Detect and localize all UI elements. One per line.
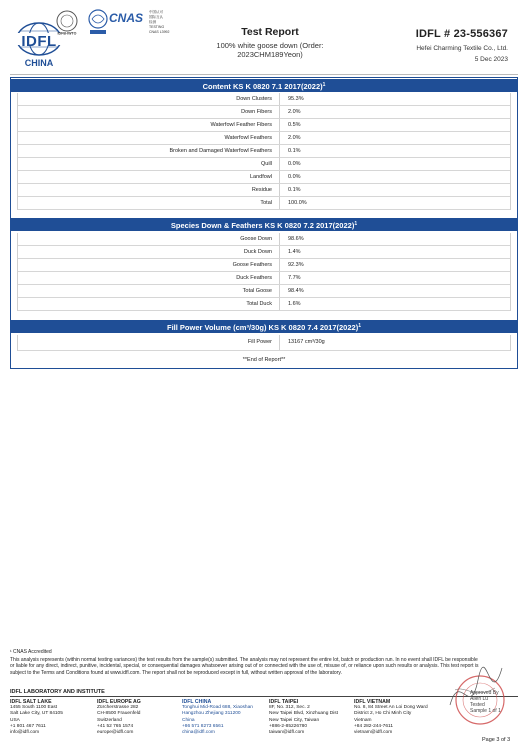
subtitle-line: 100% white goose down (Order: (216, 41, 324, 50)
office-name: IDFL EUROPE AG (97, 699, 141, 705)
row-value: 1.4% (288, 249, 301, 255)
office-line: +86 571 8273 6561 (182, 723, 224, 729)
row-value: 0.1% (288, 148, 301, 154)
subtitle-line: 2023CHM189Yeon) (237, 50, 303, 59)
report-number: IDFL # 23-556367 (415, 28, 508, 40)
sign-block (470, 690, 501, 714)
sign-line: Approved By (470, 690, 499, 696)
office-line: +1 801 467 7611 (10, 723, 46, 729)
office-line: USA (10, 717, 20, 723)
row-value: 98.6% (288, 236, 304, 242)
office-line: Hangzhou Zhejiang 311200 (182, 711, 241, 717)
section-title: Fill Power Volume (cm³/30g) KS K 0820 7.4 2017(2022) (167, 323, 359, 332)
row-value: 95.3% (288, 96, 304, 102)
disclaimer: This analysis represents (within normal testing variances) the test results from the sample(s) submitted. The analysis may not represent the entire lot, batch or production run. In no event shall IDFL be responsible or liable for any direct, indirect, punitive, incidental, special, or consequential damages whatsoever arising out of or connected with the use of, misuse of, or reliance upon such results or analysis. This test report is subject to the Terms and Conditions found at www.idfl.com. The report shall not be reproduced except in full, without written approval of the laboratory. (10, 656, 479, 676)
office-line: New Taipei Blvd, Xinzhuang Dist (269, 711, 338, 717)
table-row (18, 184, 510, 197)
sign-line: Allen Lu (470, 696, 489, 702)
species-section-header (11, 218, 517, 231)
row-value: 7.7% (288, 275, 301, 281)
cnas-text: CNAS (109, 11, 144, 25)
row-label: Duck Feathers (236, 275, 272, 281)
section-title: Species Down & Feathers KS K 0820 7.2 2017(2022) (170, 221, 355, 230)
office-line: CH-8500 Frauenfeld (97, 711, 141, 717)
office-line: taiwan@idfl.com (269, 730, 305, 736)
lab-institute: IDFL LABORATORY AND INSTITUTE (10, 689, 105, 695)
office-line: Tonghui Mid-Road 688, Xiaoshan (182, 705, 253, 711)
species-table (17, 233, 511, 311)
ilac-mra-icon (87, 8, 109, 38)
cnas-line: 检测 (149, 20, 156, 24)
office-line: Switzerland (97, 717, 122, 723)
office-europe (97, 699, 141, 736)
row-value: 2.0% (288, 109, 301, 115)
office-name: IDFL VIETNAM (354, 699, 391, 705)
office-name: IDFL CHINA (182, 699, 212, 705)
report-header (10, 8, 518, 72)
footnote (10, 649, 480, 676)
office-line: +84 282-244-7611 (354, 723, 393, 729)
table-row (18, 119, 510, 132)
section-title: Content KS K 0820 7.1 2017(2022) (202, 82, 323, 91)
office-name: IDFL SALT LAKE (10, 699, 52, 705)
row-value: 0.0% (288, 174, 301, 180)
table-row (18, 272, 510, 285)
row-value: 2.0% (288, 135, 301, 141)
office-line: 1455 South 1100 East (10, 705, 58, 711)
table-row (18, 93, 510, 106)
row-label: Down Fibers (241, 109, 272, 115)
office-line: Vietnam (354, 717, 372, 723)
table-row (18, 132, 510, 145)
row-label: Goose Feathers (232, 262, 272, 268)
section-sup: 1 (322, 82, 326, 88)
cnas-lines (149, 10, 169, 35)
table-row (18, 335, 510, 351)
row-value: 13167 cm³/30g (288, 339, 325, 345)
row-label: Total (260, 200, 272, 206)
office-line: +41 52 765 1574 (97, 723, 134, 729)
row-label: Down Clusters (236, 96, 272, 102)
logo-sub: CHINA (24, 58, 54, 68)
row-value: 0.0% (288, 161, 301, 167)
office-line: China (182, 717, 195, 723)
office-vietnam (354, 699, 428, 736)
table-row (18, 106, 510, 119)
table-row (18, 233, 510, 246)
results-box (10, 77, 518, 369)
row-value: 92.3% (288, 262, 304, 268)
cnas-line: TESTING (149, 25, 165, 29)
office-line: Salt Lake City, UT 84105 (10, 711, 63, 717)
office-line: 8F, No. 312, Sec. 2 (269, 705, 310, 711)
table-row (18, 285, 510, 298)
page-number: Page 3 of 3 (482, 737, 511, 743)
content-section-header (11, 79, 517, 92)
header-divider (10, 74, 518, 75)
table-row (18, 158, 510, 171)
row-label: Quill (260, 161, 272, 167)
row-label: Total Duck (246, 301, 272, 307)
office-line: New Taipei City, Taiwan (269, 717, 320, 723)
row-label: Waterfowl Feathers (224, 135, 272, 141)
table-row (18, 259, 510, 272)
office-salt-lake (10, 699, 63, 736)
logo-text: IDFL (21, 33, 57, 50)
row-label: Landfowl (249, 174, 272, 180)
office-taipei (269, 699, 338, 736)
report-date: 5 Dec 2023 (474, 56, 508, 63)
section-sup: 1 (358, 323, 361, 329)
row-value: 0.5% (288, 122, 301, 128)
office-china (182, 699, 253, 736)
accr1-label: IDFB·IWTO (57, 31, 77, 36)
row-value: 0.1% (288, 187, 301, 193)
table-row (18, 145, 510, 158)
row-label: Residue (251, 187, 272, 193)
row-label: Waterfowl Feather Fibers (210, 122, 272, 128)
office-line: europe@idfl.com (97, 730, 134, 736)
row-label: Broken and Damaged Waterfowl Feathers (169, 148, 272, 154)
row-value: 98.4% (288, 288, 304, 294)
row-label: Duck Down (243, 249, 272, 255)
fill-power-section-header (11, 320, 517, 333)
table-row (18, 197, 510, 210)
office-line: info@idfl.com (10, 730, 40, 736)
sign-line: Sample 1 of 1 (470, 708, 501, 714)
table-row (18, 298, 510, 311)
office-line: No. 8, 84 Street An Loi Dong Ward (354, 705, 428, 711)
row-label: Fill Power (247, 339, 272, 345)
end-of-report: **End of Report** (242, 357, 286, 363)
cnas-line: 中国认可 (149, 10, 163, 14)
fill-power-table (17, 335, 511, 351)
report-subtitle (190, 41, 350, 59)
office-line: Zürcherstrasse 282 (97, 705, 139, 711)
row-value: 100.0% (288, 200, 307, 206)
cnas-note: ¹ CNAS Accredited (10, 649, 52, 655)
office-line: vietnam@idfl.com (354, 730, 393, 736)
row-label: Total Goose (242, 288, 272, 294)
office-name: IDFL TAIPEI (269, 699, 299, 705)
sign-line: Tested (470, 702, 485, 708)
report-title: Test Report (241, 26, 299, 38)
idfb-iwto-seal-icon (52, 10, 82, 36)
cnas-line: 国际互认 (149, 15, 163, 19)
cnas-accreditation-mark (87, 8, 177, 38)
office-line: District 2, Ho Chi Minh City (354, 711, 412, 717)
row-label: Goose Down (240, 236, 272, 242)
table-row (18, 171, 510, 184)
content-table (17, 93, 511, 210)
table-row (18, 246, 510, 259)
office-line: +886-2-85226780 (269, 723, 308, 729)
office-line: china@idfl.com (182, 730, 215, 736)
cnas-line: CNAS L3992 (149, 30, 170, 34)
section-sup: 1 (354, 221, 358, 227)
row-value: 1.6% (288, 301, 301, 307)
client-name: Hefei Charming Textile Co., Ltd. (416, 45, 508, 52)
